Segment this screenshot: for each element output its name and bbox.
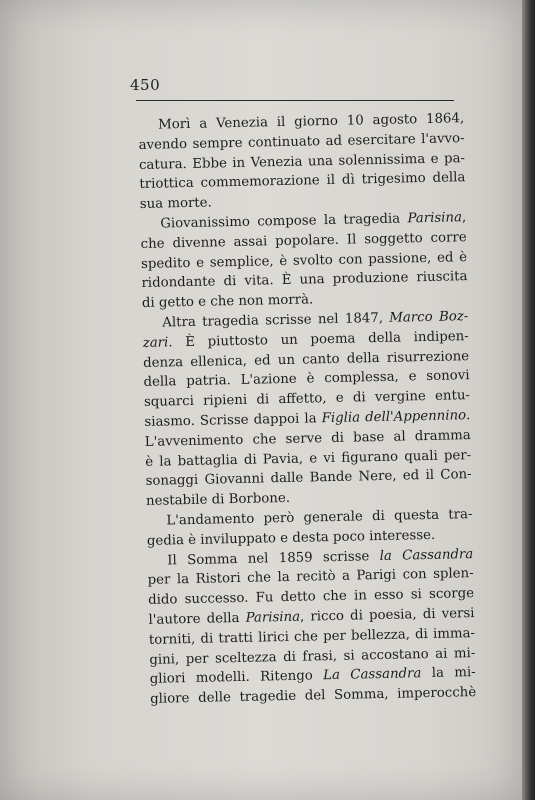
text-line-segment: L'avvenimento che serve di base al dramma <box>144 427 471 450</box>
text-line-tail: , ricco di poesia, di versi <box>299 605 475 625</box>
text-line-segment: avendo sempre continuato ad esercitare l'avvo- <box>138 130 465 153</box>
text-line-segment: spedito e semplice, è svolto con passione, ed è <box>140 249 468 272</box>
text-line-segment: Altra tragedia scrisse nel 1847, <box>162 310 390 331</box>
text-line-segment: dido successo. Fu detto che in esso si scorge <box>147 586 475 609</box>
text-line-segment: Il Somma nel 1859 scrisse <box>167 548 380 569</box>
text-line-segment: ridondante di vita. È una produzione riuscita <box>141 269 468 292</box>
text-line-segment: sonaggi Giovanni dalle Bande Nere, ed il Con- <box>145 467 472 490</box>
text-line-segment: L'andamento però generale di questa tra- <box>166 507 473 529</box>
text-line-tail: la mi- <box>421 665 476 682</box>
text-line-tail: . È piuttosto un poema della indipen- <box>168 328 469 351</box>
text-line-segment: Giovanissimo compose la tragedia <box>160 211 408 232</box>
text-line-segment: torniti, di tratti lirici che per bellezza, di imma- <box>148 625 476 648</box>
body-text <box>138 109 476 710</box>
text-line-segment: gliori modelli. Ritengo <box>149 668 324 688</box>
text-line-segment: per la Ristori che la recitò a Parigi con splen- <box>147 566 474 589</box>
text-line-segment: triottica commemorazione il dì trigesimo della <box>139 170 466 193</box>
italic-title: zari <box>142 335 169 351</box>
italic-title: la Cassandra <box>379 546 474 564</box>
text-line-segment: catura. Ebbe in Venezia una solennissima e pa- <box>138 150 466 173</box>
text-line-segment: che divenne assai popolare. Il soggetto corre <box>140 229 467 252</box>
italic-title: Parisina <box>245 609 301 626</box>
text-line-segment: gini, per sceltezza di frasi, si accostano ai mi- <box>149 645 476 668</box>
italic-title: Marco Boz- <box>389 309 469 326</box>
text-line-segment: gliore delle tragedie del Somma, imperocchè <box>150 685 477 707</box>
text-line-segment: della patria. L'azione è complessa, e sonovi <box>143 368 470 391</box>
italic-title: Parisina <box>407 210 463 227</box>
header-rule <box>136 100 454 101</box>
text-line-segment: denza ellenica, ed un canto della risurrezione <box>143 348 470 371</box>
text-line-segment: nestabile di Borbone. <box>145 491 291 510</box>
italic-title: La Cassandra <box>323 666 422 684</box>
text-line-segment: squarci ripieni di affetto, e di vergine entu- <box>143 388 471 411</box>
page-number: 450 <box>130 76 161 94</box>
text-line-segment: l'autore della <box>148 610 246 628</box>
text-line-tail: , <box>461 210 467 226</box>
text-line-segment: è la battaglia di Pavia, e vi figurano quali per- <box>145 447 472 470</box>
italic-title: Figlia dell'Appennino <box>321 408 467 427</box>
text-line-segment: di getto e che non morrà. <box>141 292 314 312</box>
text-line-segment: Morì a Venezia il giorno 10 agosto 1864, <box>158 111 465 133</box>
text-line-segment: sua morte. <box>139 195 212 213</box>
text-line-segment: gedia è inviluppato e desta poco interesse. <box>146 527 436 549</box>
page-edge-shadow <box>522 0 535 800</box>
text-line-segment: siasmo. Scrisse dappoi la <box>144 411 322 430</box>
text-line-tail: . <box>465 408 471 424</box>
